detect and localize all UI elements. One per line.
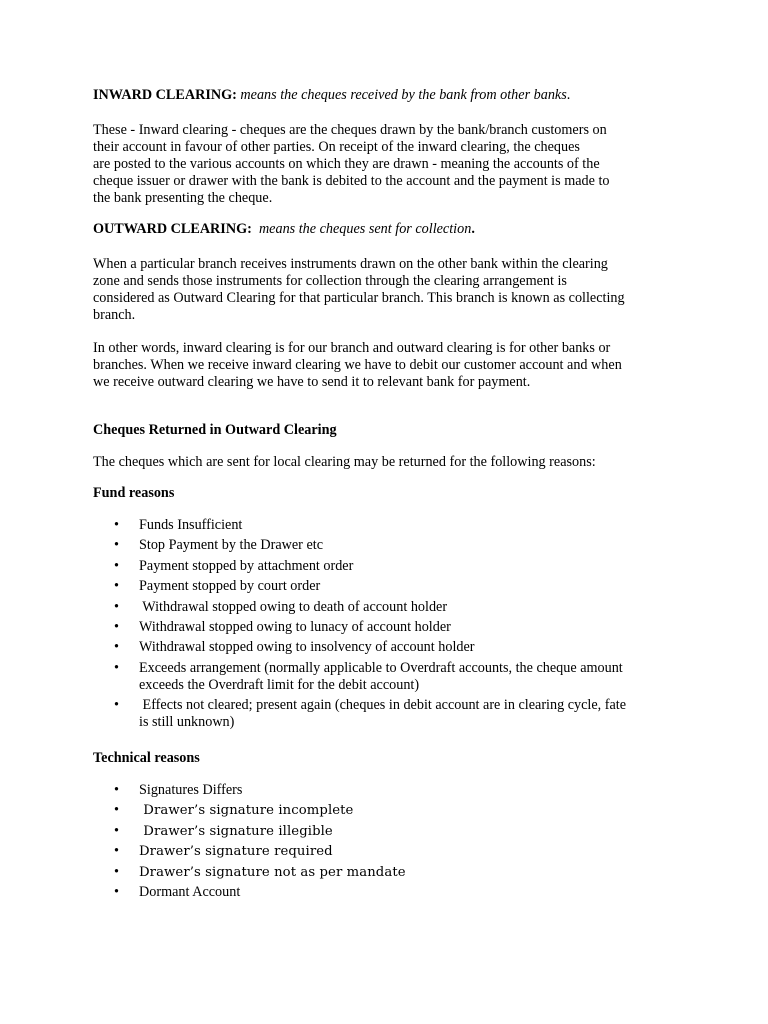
bullet: • xyxy=(114,697,119,714)
bullet: • xyxy=(114,537,119,554)
paragraph-line: cheque issuer or drawer with the bank is debited to the account and the payment is made to xyxy=(93,173,610,189)
bullet: • xyxy=(114,782,119,798)
summary-paragraph xyxy=(93,340,678,391)
bullet: • xyxy=(114,659,119,676)
list-item-text: Drawer’s signature incomplete xyxy=(139,803,354,819)
outward-clearing-term: OUTWARD CLEARING: xyxy=(93,221,252,237)
outward-clearing-heading xyxy=(93,221,678,238)
list-item-text: Withdrawal stopped owing to insolvency of account holder xyxy=(139,639,475,656)
list-item-text: Payment stopped by court order xyxy=(139,578,321,595)
list-item xyxy=(93,782,678,799)
list-item xyxy=(93,517,678,534)
list-item xyxy=(93,660,678,694)
list-item-text: Effects not cleared; present again (cheques in debit account are in clearing cycle, fate xyxy=(139,697,626,714)
list-item-text: Drawer’s signature illegible xyxy=(139,823,333,839)
list-item-text: Stop Payment by the Drawer etc xyxy=(139,537,323,554)
bullet: • xyxy=(114,557,119,574)
paragraph-line: considered as Outward Clearing for that particular branch. This branch is known as collecting xyxy=(93,290,625,306)
paragraph-line: zone and sends those instruments for collection through the clearing arrangement is xyxy=(93,273,567,289)
cheques-returned-heading: Cheques Returned in Outward Clearing xyxy=(93,422,337,438)
bullet: • xyxy=(114,802,119,819)
bullet: • xyxy=(114,822,119,839)
list-item xyxy=(93,578,678,595)
paragraph-line: When a particular branch receives instruments drawn on the other bank within the clearing xyxy=(93,256,608,272)
list-item-text: Dormant Account xyxy=(139,883,241,900)
paragraph-line: are posted to the various accounts on which they are drawn - meaning the accounts of the xyxy=(93,156,600,172)
list-item xyxy=(93,864,678,881)
list-item-text: Drawer’s signature not as per mandate xyxy=(139,864,406,880)
list-item xyxy=(93,619,678,636)
bullet: • xyxy=(114,578,119,595)
list-item-text: Exceeds arrangement (normally applicable to Overdraft accounts, the cheque amount xyxy=(139,659,623,676)
paragraph-line: These - Inward clearing - cheques are the cheques drawn by the bank/branch customers on xyxy=(93,122,607,138)
paragraph-line: we receive outward clearing we have to send it to relevant bank for payment. xyxy=(93,374,531,390)
paragraph-line: In other words, inward clearing is for our branch and outward clearing is for other banks or xyxy=(93,340,611,356)
inward-clearing-definition: means the cheques received by the bank from other banks xyxy=(240,87,567,103)
fund-reasons-heading: Fund reasons xyxy=(93,485,175,501)
bullet: • xyxy=(114,863,119,880)
paragraph-line: branch. xyxy=(93,307,136,323)
list-item xyxy=(93,537,678,554)
outward-clearing-end: . xyxy=(471,221,475,237)
returned-intro: The cheques which are sent for local clearing may be returned for the following reasons: xyxy=(93,454,596,470)
list-item-text: Payment stopped by attachment order xyxy=(139,557,354,574)
bullet: • xyxy=(114,517,119,533)
list-item-text: exceeds the Overdraft limit for the debit account) xyxy=(139,676,420,693)
paragraph-line: branches. When we receive inward clearing we have to debit our customer account and when xyxy=(93,357,622,373)
list-item-text: Withdrawal stopped owing to lunacy of account holder xyxy=(139,618,451,635)
paragraph-line: their account in favour of other parties. On receipt of the inward clearing, the cheques xyxy=(93,139,580,155)
inward-clearing-heading xyxy=(93,87,678,104)
list-item xyxy=(93,599,678,616)
list-item xyxy=(93,884,678,901)
inward-clearing-paragraph xyxy=(93,122,678,207)
fund-reasons-list xyxy=(93,517,678,735)
list-item xyxy=(93,802,678,819)
bullet: • xyxy=(114,618,119,635)
inward-clearing-end: . xyxy=(566,87,571,103)
list-item-text: Withdrawal stopped owing to death of account holder xyxy=(139,598,448,615)
bullet: • xyxy=(114,843,119,860)
technical-reasons-heading: Technical reasons xyxy=(93,750,200,766)
list-item-text: is still unknown) xyxy=(139,714,235,731)
paragraph-line: the bank presenting the cheque. xyxy=(93,190,273,206)
list-item xyxy=(93,639,678,656)
bullet: • xyxy=(114,639,119,656)
list-item xyxy=(93,697,678,731)
outward-clearing-definition: means the cheques sent for collection xyxy=(258,221,472,237)
technical-reasons-list xyxy=(93,782,678,904)
list-item-text: Signatures Differs xyxy=(139,782,243,798)
bullet: • xyxy=(114,883,119,900)
list-item xyxy=(93,843,678,860)
bullet: • xyxy=(114,598,119,615)
list-item xyxy=(93,823,678,840)
list-item-text: Funds Insufficient xyxy=(139,517,243,533)
list-item-text: Drawer’s signature required xyxy=(139,844,333,860)
inward-clearing-term: INWARD CLEARING: xyxy=(93,87,237,103)
list-item xyxy=(93,558,678,575)
outward-clearing-paragraph xyxy=(93,256,678,324)
